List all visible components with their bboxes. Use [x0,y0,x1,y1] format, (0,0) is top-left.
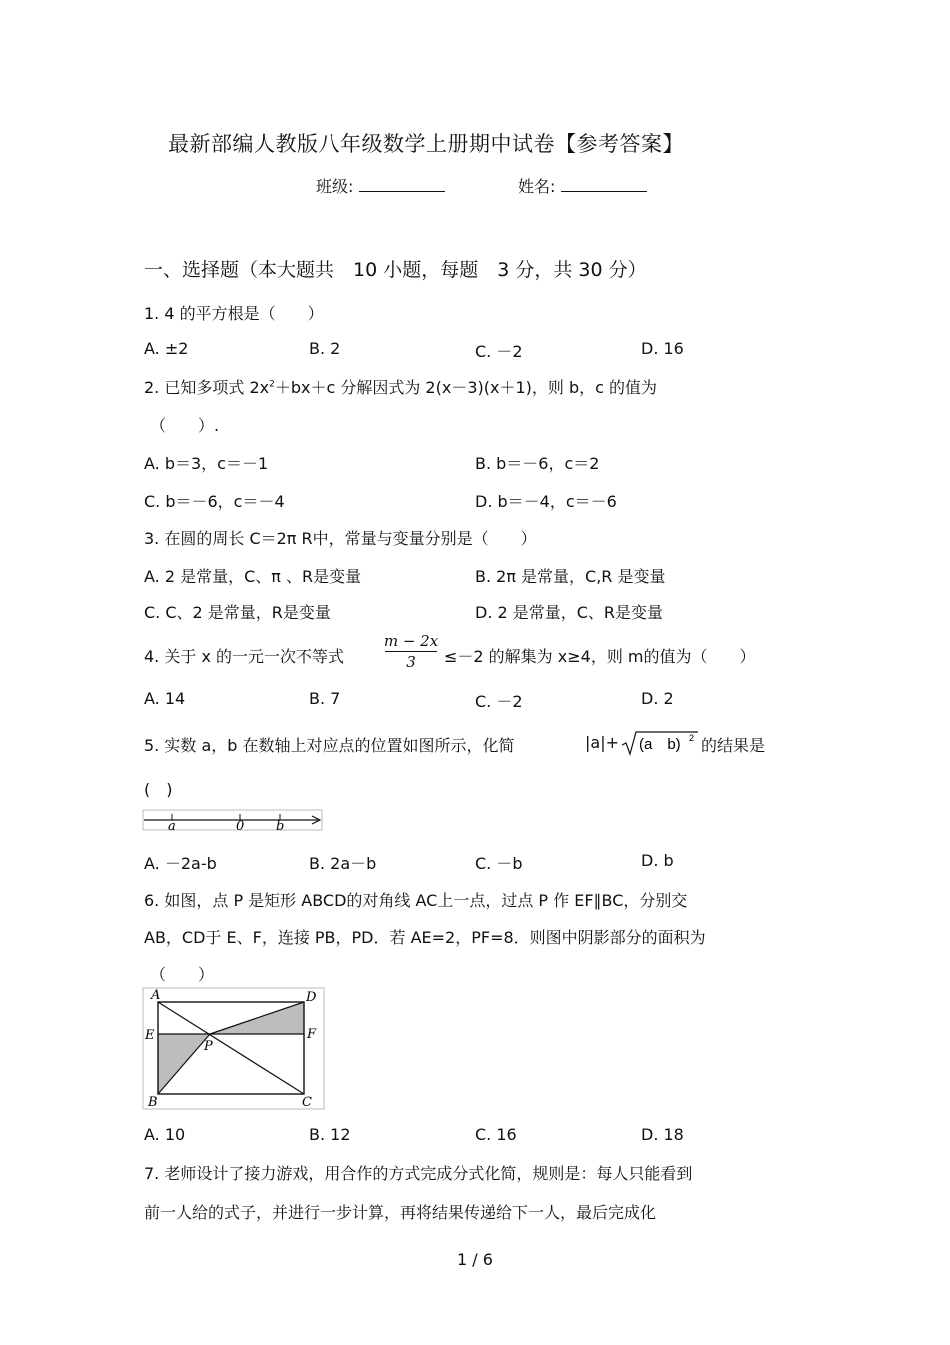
q4-stem-b: ≤－2 的解集为 x≥4，则 m的值为（ ） [444,647,756,666]
q3-option-b: B. 2π 是常量，C,R 是变量 [475,567,666,586]
q2-stem-line2: （ ）. [150,416,220,435]
q1-option-b: B. 2 [309,339,341,358]
q2-stem [144,375,657,398]
q2-option-d: D. b＝－4，c＝－6 [475,492,617,511]
q6-option-b: B. 12 [309,1125,351,1144]
q6-option-c: C. 16 [475,1125,517,1144]
label-c: C [302,1095,312,1110]
q4-stem-a: 4. 关于 x 的一元一次不等式 [144,647,344,666]
name-field [518,174,647,197]
label-b: B [148,1095,158,1110]
q2-option-c: C. b＝－6，c＝－4 [144,492,285,511]
name-blank [561,177,647,192]
label-p: P [204,1039,213,1054]
section-heading: 一、选择题（本大题共 10 小题，每题 3 分，共 30 分） [144,259,647,281]
q6-option-a: A. 10 [144,1125,186,1144]
q2-option-b: B. b＝－6，c＝2 [475,454,600,473]
q4-option-c: C. －2 [475,692,523,711]
q6-stem-line3: （ ） [150,965,215,984]
q3-option-a: A. 2 是常量，C、π 、R是变量 [144,567,362,586]
number-line-figure [142,804,326,832]
axis-label-a: a [168,819,176,832]
q6-stem-line2: AB，CD于 E、F，连接 PB，PD．若 AE=2，PF=8．则图中阴影部分的面积为 [144,928,706,947]
q4-denominator: 3 [406,653,416,671]
page-number: 1 / 6 [457,1250,493,1269]
q6-stem-line1: 6. 如图，点 P 是矩形 ABCD的对角线 AC上一点，过点 P 作 EF∥BC，分别交 [144,891,688,910]
q5-option-d: D. b [641,851,674,870]
class-field [316,174,445,197]
q4-option-b: B. 7 [309,689,341,708]
q1-stem: 1. 4 的平方根是（ ） [144,304,324,323]
q5-exponent: 2 [689,733,695,743]
q5-stem-line2: ( ) [144,780,173,799]
q5-stem-a: 5. 实数 a，b 在数轴上对应点的位置如图所示，化简 [144,736,515,755]
q4-fraction [383,632,439,671]
q1-option-c: C. －2 [475,342,523,361]
q3-option-c: C. C、2 是常量，R是变量 [144,603,331,622]
q5-option-b: B. 2a－b [309,854,377,873]
q5-radical [620,728,700,758]
label-d: D [306,990,317,1005]
q2-option-a: A. b＝3，c＝－1 [144,454,269,473]
q4-option-a: A. 14 [144,689,186,708]
q6-option-d: D. 18 [641,1125,684,1144]
name-label: 姓名: [518,177,556,196]
q7-stem-line2: 前一人给的式子，并进行一步计算，再将结果传递给下一人，最后完成化 [144,1203,657,1222]
q5-option-c: C. －b [475,854,523,873]
q2-exponent: 2 [269,379,275,390]
q5-abs: |a|+ [585,733,619,752]
q4-fraction-bar [385,651,437,652]
label-e: E [145,1028,155,1043]
q5-option-a: A. －2a-b [144,854,217,873]
q5-radicand: (a b) [639,736,681,753]
q2-stem-a: 2. 已知多项式 2x [144,378,270,397]
q1-option-d: D. 16 [641,339,684,358]
axis-label-b: b [276,819,285,832]
axis-label-0: 0 [236,819,245,832]
q3-stem: 3. 在圆的周长 C＝2π R中，常量与变量分别是（ ） [144,529,537,548]
label-a: A [151,988,161,1003]
q1-option-a: A. ±2 [144,339,189,358]
q4-numerator: m − 2x [383,632,439,650]
q2-stem-b: ＋bx＋c 分解因式为 2(x－3)(x＋1)，则 b，c 的值为 [274,378,657,397]
q4-option-d: D. 2 [641,689,674,708]
class-blank [359,177,445,192]
label-f: F [307,1027,317,1042]
class-label: 班级: [316,177,354,196]
q5-stem-b: 的结果是 [701,736,766,755]
q7-stem-line1: 7. 老师设计了接力游戏，用合作的方式完成分式化简，规则是：每人只能看到 [144,1164,693,1183]
rectangle-figure [142,987,326,1111]
q3-option-d: D. 2 是常量，C、R是变量 [475,603,664,622]
page-title: 最新部编人教版八年级数学上册期中试卷【参考答案】 [168,132,684,156]
